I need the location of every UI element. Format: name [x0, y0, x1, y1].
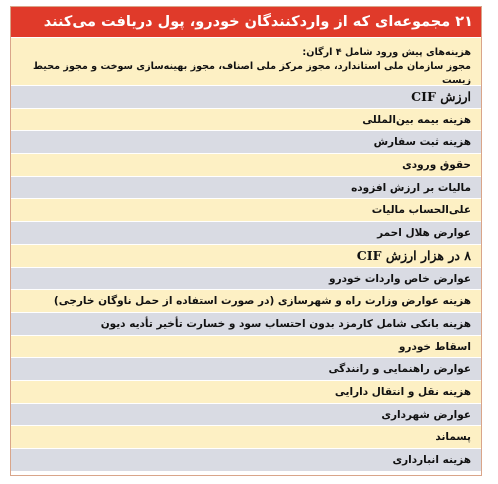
list-item-intro	[11, 37, 481, 85]
card-title: ۲۱ مجموعه‌ای که از واردکنندگان خودرو، پول دریافت می‌کنند	[11, 7, 481, 37]
list-item: پسماند	[11, 425, 481, 448]
list-item: هزینه بانکی شامل کارمزد بدون احتساب سود و خسارت تأخیر تأدیه دیون	[11, 312, 481, 335]
list-item: مالیات بر ارزش افزوده	[11, 176, 481, 199]
list-item: هزینه بیمه بین‌المللی	[11, 108, 481, 131]
list-item: عوارض خاص واردات خودرو	[11, 267, 481, 290]
list-item: ارزش CIF	[11, 85, 481, 108]
list-item: هزینه انبارداری	[11, 448, 481, 471]
info-card	[10, 6, 482, 476]
list-item: عوارض شهرداری	[11, 403, 481, 426]
list-item: عوارض راهنمایی و رانندگی	[11, 357, 481, 380]
list-item: هزینه نقل و انتقال دارایی	[11, 380, 481, 403]
list-item: حقوق ورودی	[11, 153, 481, 176]
intro-heading: هزینه‌های پیش ورود شامل ۴ ارگان:	[302, 47, 471, 58]
list-item: هزینه ثبت سفارش	[11, 130, 481, 153]
list-item: علی‌الحساب مالیات	[11, 198, 481, 221]
list-item: ۸ در هزار ارزش CIF	[11, 244, 481, 267]
cost-list	[11, 37, 481, 471]
intro-detail: مجوز سازمان ملی استاندارد، مجوز مرکز ملی اصناف، مجوز بهینه‌سازی سوخت و مجوز محیط زیست	[33, 61, 471, 85]
list-item: اسقاط خودرو	[11, 335, 481, 358]
list-item: هزینه عوارض وزارت راه و شهرسازی (در صورت استفاده از حمل ناوگان خارجی)	[11, 289, 481, 312]
list-item: عوارض هلال احمر	[11, 221, 481, 244]
